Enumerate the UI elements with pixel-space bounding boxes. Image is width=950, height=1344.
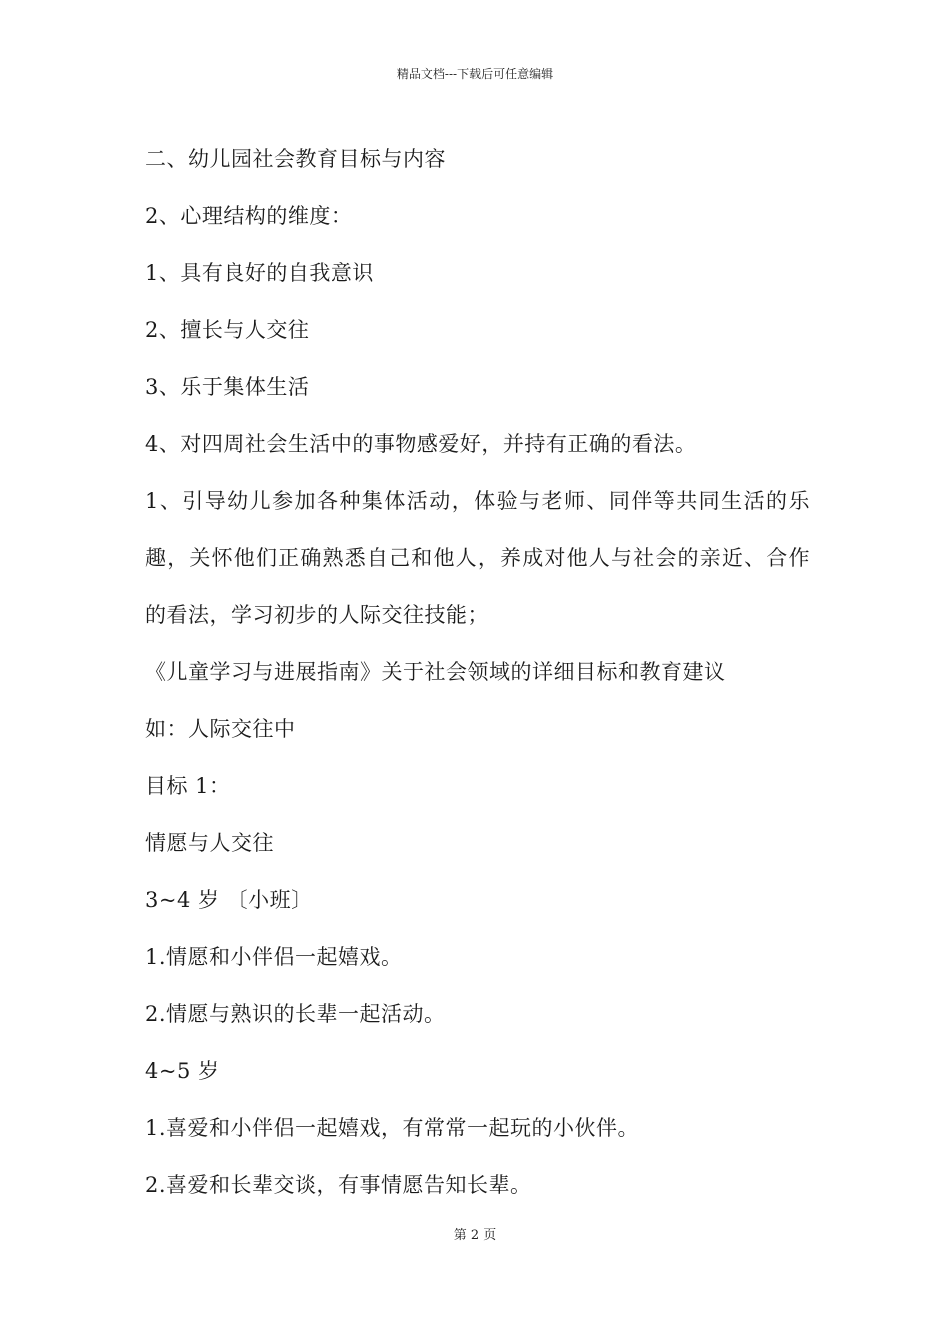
page-header: 精品文档---下载后可任意编辑 (396, 67, 554, 81)
guide-title-line: 《儿童学习与进展指南》关于社会领域的详细目标和教育建议 (145, 660, 726, 684)
age-group-heading: 4~5 岁 (145, 1059, 220, 1083)
list-item: 1.喜爱和小伴侣一起嬉戏，有常常一起玩的小伙伴。 (145, 1116, 640, 1140)
list-item: 1.情愿和小伴侣一起嬉戏。 (145, 945, 403, 969)
goal-label: 目标 1： (145, 774, 231, 798)
subheading-dimensions: 2、心理结构的维度： (145, 204, 353, 228)
document-body (145, 131, 810, 1214)
list-item: 4、对四周社会生活中的事物感爱好，并持有正确的看法。 (145, 432, 697, 456)
goal-title: 情愿与人交往 (145, 831, 274, 855)
list-item: 1、具有良好的自我意识 (145, 261, 374, 285)
age-group-heading: 3~4 岁 〔小班〕 (145, 888, 313, 912)
list-item: 2.喜爱和长辈交谈，有事情愿告知长辈。 (145, 1173, 532, 1197)
section-heading: 二、幼儿园社会教育目标与内容 (145, 147, 446, 171)
goal-paragraph: 1、引导幼儿参加各种集体活动，体验与老师、同伴等共同生活的乐趣，关怀他们正确熟悉自己和他人，养成对他人与社会的亲近、合作的看法，学习初步的人际交往技能； (145, 489, 810, 627)
list-item: 2、擅长与人交往 (145, 318, 310, 342)
list-item: 3、乐于集体生活 (145, 375, 310, 399)
example-line: 如：人际交往中 (145, 717, 296, 741)
page-number: 第 2 页 (453, 1228, 497, 1243)
list-item: 2.情愿与熟识的长辈一起活动。 (145, 1002, 446, 1026)
